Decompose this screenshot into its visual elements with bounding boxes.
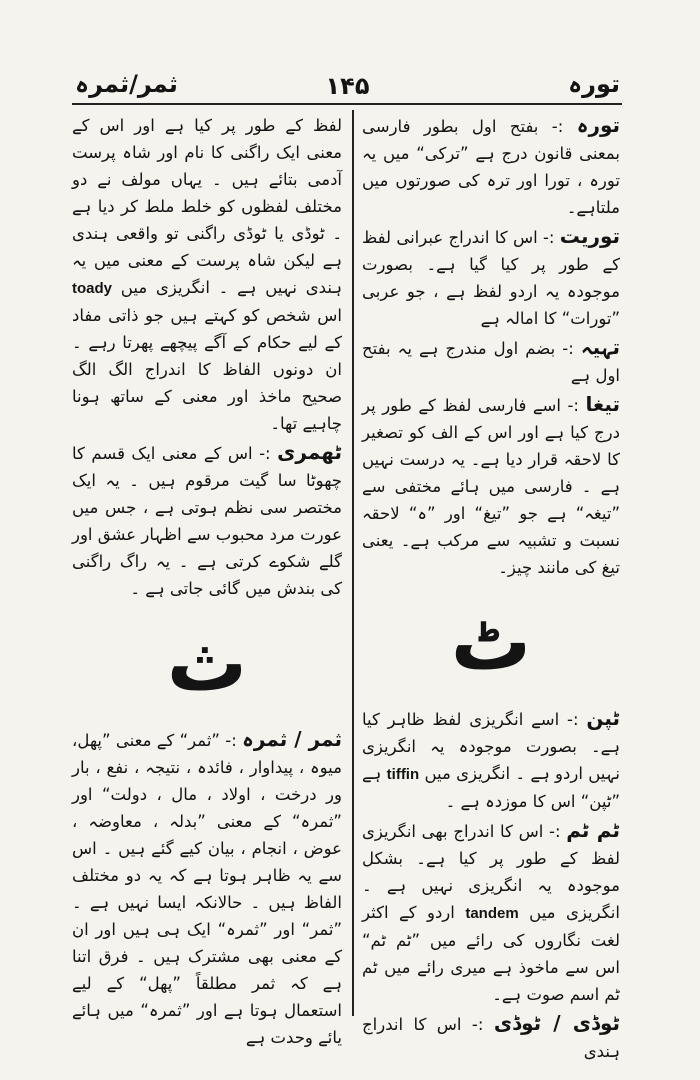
entry <box>72 439 342 602</box>
entry <box>362 334 620 389</box>
section-letter: ٹ <box>450 595 532 688</box>
entry <box>362 817 620 1008</box>
entry-headword: تہیہ <box>580 335 621 359</box>
entry-text: :- اس کے معنی ایک قسم کا چھوٹا سا گیت مرقوم ہیں ۔ یہ ایک مختصر سی نظم ہوتی ہے ، جس میں عورت مرد محبوب سے اظہار عشق اور گلے شکوے کرتی ہے ۔ یہ راگ راگنی کی بندش میں گائی جاتی ہے ۔ <box>72 444 342 598</box>
entry-text: :- بضم اول مندرج ہے یہ بفتح اول ہے <box>362 339 620 385</box>
entry-text: اردو کے اکثر لغت نگاروں کی رائے میں ”ٹم ٹم“ اس سے ماخوذ ہے میری رائے میں ٹم ٹم اسم صوت ہے۔ <box>362 903 620 1004</box>
entry-headword: ٹم ٹم <box>566 818 621 842</box>
entry-headword: تورہ <box>576 113 620 137</box>
page-number: ۱۴۵ <box>325 72 370 100</box>
latin-word: toady <box>72 280 113 297</box>
entry-text: :- اس کا اندراج بھی انگریزی لفظ کے طور پر کیا ہے۔ بشکل موجودہ یہ انگریزی نہیں ہے ۔ انگریزی میں <box>362 822 620 922</box>
entry <box>362 705 620 815</box>
entry <box>362 223 620 332</box>
entry-text: :- بفتح اول بطور فارسی بمعنی قانون درج ہے ”ترکی“ میں یہ تورہ ، تورا اور ترہ کی صورتوں میں ملتاہے۔ <box>362 117 620 217</box>
entry-text: اس شخص کو کہتے ہیں جو ذاتی مفاد کے لیے حکام کے آگے پیچھے پھرتا رہے ۔ ان دونوں الفاظ کا اندراج الگ الگ صحیح ماخذ اور معنی کے ساتھ ہونا چاہیے تھا۔ <box>72 306 342 433</box>
column-divider <box>352 110 354 1016</box>
right-column <box>362 112 620 1067</box>
entry-headword: ٹوڈی / ٹوڈی <box>493 1011 620 1035</box>
entry-text: :- ”ثمر“ کے معنی ”پھل، میوہ ، پیداوار ، فائدہ ، نتیجہ ، نفع ، بار ور درخت ، اولاد ، مال ، دولت“ اور ”ثمرہ“ کے معنی ”بدلہ ، معاوضہ ، عوض ، انجام ، بیان کیے گئے ہیں ۔ اس سے یہ ظاہر ہوتا ہے کہ یہ دو مختلف الفاظ ہیں ۔ حالانکہ ایسا نہیں ہے ۔ ”ثمر“ اور ”ثمرہ“ ایک ہی ہیں اور ان کے معنی بھی مشترک ہیں ۔ فرق اتنا ہے کہ ثمر مطلقاً ”پھل“ کے لیے استعمال ہوتا ہے اور ”ثمرہ“ میں ہائے یائے وحدت ہے <box>72 731 342 1047</box>
entry-text: :- اسے انگریزی لفظ ظاہر کیا ہے۔ بصورت موجودہ یہ انگریزی نہیں اردو ہے ۔ انگریزی میں <box>362 710 621 783</box>
entry <box>362 112 620 221</box>
header-right-catchword: تورہ <box>568 70 620 98</box>
entry-text: :- اس کا اندراج عبرانی لفظ کے طور پر کیا گیا ہے۔ بصورت موجودہ یہ اردو لفظ ہے ، جو عربی ”تورات“ کا امالہ ہے <box>362 228 620 328</box>
entry-headword: ٹپن <box>586 706 620 730</box>
entry-text: ہے ”ٹپن“ اس کا موزدہ ہے ۔ <box>362 764 620 811</box>
entry-headword: ٹھمری <box>277 440 342 464</box>
entry-text: لفظ کے طور پر کیا ہے اور اس کے معنی ایک راگنی کا نام اور شاہ پرست آدمی بتائے ہیں ۔ یہاں مولف نے دو مختلف لفظوں کو خلط ملط کر دیا ہے ۔ ٹوڈی یا ٹوڈی راگنی تو واقعی ہندی ہے لیکن شاہ پرست کے معنی میں یہ ہندی نہیں ہے ۔ انگریزی میں <box>72 116 342 297</box>
entry <box>72 726 342 1051</box>
latin-word: tandem <box>465 905 519 922</box>
entry-headword: تیغا <box>585 392 620 416</box>
entry-continuation <box>72 112 342 437</box>
section-letter: ث <box>166 616 248 709</box>
header-left-catchword: ثمر/ثمرہ <box>75 70 178 98</box>
entry <box>362 1010 620 1065</box>
entry-text: :- اس کا اندراج ہندی <box>362 1015 620 1061</box>
header-rule <box>72 103 622 105</box>
page-header <box>75 70 620 102</box>
entry-text: :- اسے فارسی لفظ کے طور پر درج کیا ہے اور اس کے الف کو تصغیر کا لاحقہ قرار دیا ہے۔ یہ درست نہیں ہے ۔ فارسی میں ہائے مختفی سے ”تیغہ“ ہے جو ”تیغ“ اور ”ہ“ لاحقہ نسبت و تشبیہ سے مرکب ہے۔ یعنی تیغ کی مانند چیز۔ <box>362 396 620 577</box>
latin-word: tiffin <box>386 766 420 783</box>
entry <box>362 391 620 581</box>
entry-headword: ثمر / ثمرہ <box>242 727 343 751</box>
left-column <box>72 112 342 1053</box>
entry-headword: توریت <box>559 224 621 248</box>
